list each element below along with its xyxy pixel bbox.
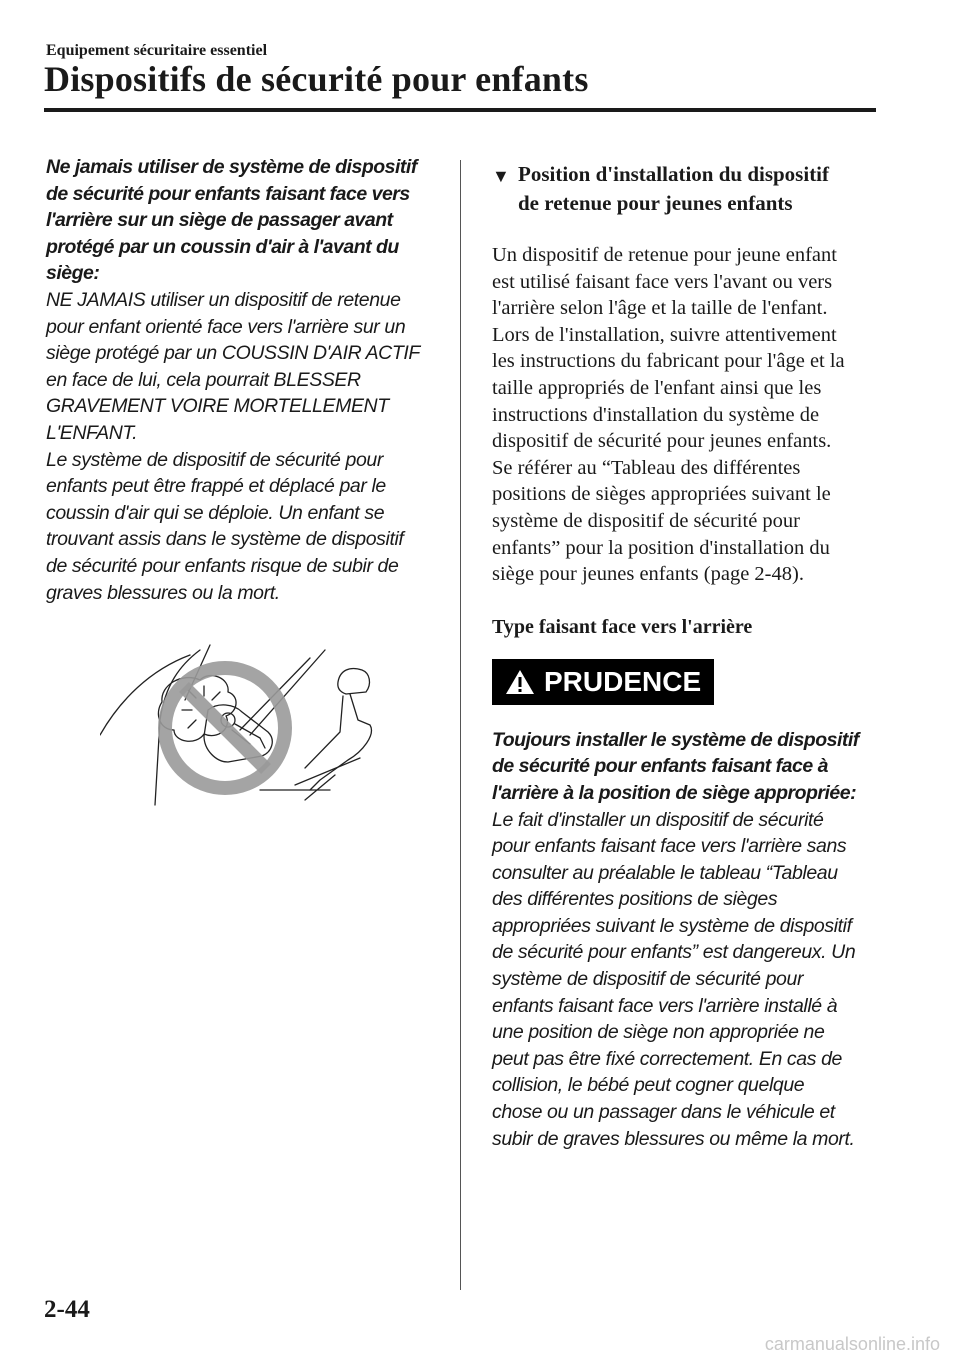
warning-body-line: trouvant assis dans le système de dispositif bbox=[46, 528, 404, 551]
warning-heading bbox=[46, 154, 441, 287]
installation-paragraph bbox=[492, 242, 882, 588]
right-column bbox=[492, 160, 882, 1152]
warning-heading-line: l'arrière sur un siège de passager avant bbox=[46, 209, 393, 232]
warning-body-line: en face de lui, cela pourrait BLESSER bbox=[46, 368, 361, 391]
airbag-child-seat-illustration bbox=[100, 640, 390, 810]
warning-body-line: siège protégé par un COUSSIN D'AIR ACTIF bbox=[46, 342, 420, 365]
warning-triangle-icon bbox=[504, 668, 536, 696]
caution-body-line: appropriées suivant le système de dispositif bbox=[492, 914, 852, 937]
caution-body-line: des différentes positions de sièges bbox=[492, 888, 778, 911]
paragraph-line: dispositif de sécurité pour jeunes enfants. bbox=[492, 430, 832, 453]
paragraph-line: enfants” pour la position d'installation du bbox=[492, 536, 830, 559]
caution-body-line: de sécurité pour enfants” est dangereux. Un bbox=[492, 941, 856, 964]
prudence-label: PRUDENCE bbox=[544, 665, 702, 697]
warning-body bbox=[46, 287, 441, 606]
warning-body-line: L'ENFANT. bbox=[46, 421, 138, 444]
caution-body-line: enfants faisant face vers l'arrière installé à bbox=[492, 994, 838, 1017]
warning-body-line: coussin d'air qui se déploie. Un enfant se bbox=[46, 501, 385, 524]
watermark-link[interactable]: carmanualsonline.info bbox=[764, 1334, 940, 1354]
caution-heading-line: de sécurité pour enfants faisant face à bbox=[492, 755, 828, 778]
left-column bbox=[46, 154, 441, 606]
page-title: Dispositifs de sécurité pour enfants bbox=[44, 59, 589, 99]
warning-heading-line: de sécurité pour enfants faisant face vers bbox=[46, 182, 410, 205]
prudence-banner bbox=[492, 659, 714, 705]
paragraph-line: siège pour jeunes enfants (page 2-48). bbox=[492, 563, 804, 586]
warning-body-line: Le système de dispositif de sécurité pour bbox=[46, 448, 383, 471]
caution-body-line: pour enfants faisant face vers l'arrière sans bbox=[492, 835, 847, 858]
caution-body-line: collision, le bébé peut cogner quelque bbox=[492, 1074, 805, 1097]
subsection-title-line: Position d'installation du dispositif bbox=[518, 162, 830, 186]
caution-body-line: Le fait d'installer un dispositif de sécurité bbox=[492, 808, 824, 831]
paragraph-line: instructions d'installation du système de bbox=[492, 403, 820, 426]
warning-body-line: GRAVEMENT VOIRE MORTELLEMENT bbox=[46, 395, 389, 418]
header-rule bbox=[44, 108, 876, 112]
warning-heading-line: Ne jamais utiliser de système de dispositif bbox=[46, 156, 417, 178]
paragraph-line: Se référer au “Tableau des différentes bbox=[492, 456, 801, 479]
paragraph-line: est utilisé faisant face vers l'avant ou vers bbox=[492, 270, 833, 293]
warning-body-line: pour enfant orienté face vers l'arrière sur un bbox=[46, 315, 406, 338]
type-heading: Type faisant face vers l'arrière bbox=[492, 615, 753, 638]
caution-body-line: subir de graves blessures ou même la mort. bbox=[492, 1127, 855, 1150]
subsection-heading bbox=[492, 160, 882, 218]
caution-body-line: système de dispositif de sécurité pour bbox=[492, 968, 804, 991]
caution-body-line: peut pas être ﬁxé correctement. En cas de bbox=[492, 1047, 842, 1070]
caution-block bbox=[492, 727, 882, 1153]
warning-heading-line: protégé par un coussin d'air à l'avant du bbox=[46, 235, 399, 258]
paragraph-line: l'arrière selon l'âge et la taille de l'enfant. bbox=[492, 297, 828, 320]
warning-body-line: de sécurité pour enfants risque de subir de bbox=[46, 554, 399, 577]
paragraph-line: taille appropriés de l'enfant ainsi que les bbox=[492, 376, 822, 399]
triangle-marker-icon: ▼ bbox=[492, 166, 510, 186]
caution-body-line: chose ou un passager dans le véhicule et bbox=[492, 1101, 835, 1124]
section-label: Equipement sécuritaire essentiel bbox=[46, 42, 268, 59]
subsection-title-line: de retenue pour jeunes enfants bbox=[518, 191, 793, 215]
paragraph-line: système de dispositif de sécurité pour bbox=[492, 509, 801, 532]
warning-body-line: graves blessures ou la mort. bbox=[46, 581, 280, 604]
warning-body-line: enfants peut être frappé et déplacé par le bbox=[46, 475, 386, 498]
paragraph-line: Un dispositif de retenue pour jeune enfant bbox=[492, 244, 837, 266]
page-number: 2-44 bbox=[44, 1296, 90, 1323]
paragraph-line: les instructions du fabricant pour l'âge et la bbox=[492, 350, 845, 373]
warning-body-line: NE JAMAIS utiliser un dispositif de retenue bbox=[46, 288, 401, 311]
prohibition-circle-icon bbox=[165, 668, 285, 788]
warning-heading-line: siège: bbox=[46, 262, 100, 285]
paragraph-line: Lors de l'installation, suivre attentivement bbox=[492, 323, 837, 346]
column-divider bbox=[460, 160, 461, 1290]
caution-body-line: consulter au préalable le tableau “Tableau bbox=[492, 861, 838, 884]
caution-heading-line: Toujours installer le système de dispositif bbox=[492, 728, 859, 751]
caution-heading-line: l'arrière à la position de siège appropriée: bbox=[492, 781, 857, 804]
paragraph-line: positions de sièges appropriées suivant le bbox=[492, 483, 831, 506]
caution-body-line: une position de siège non appropriée ne bbox=[492, 1021, 825, 1044]
